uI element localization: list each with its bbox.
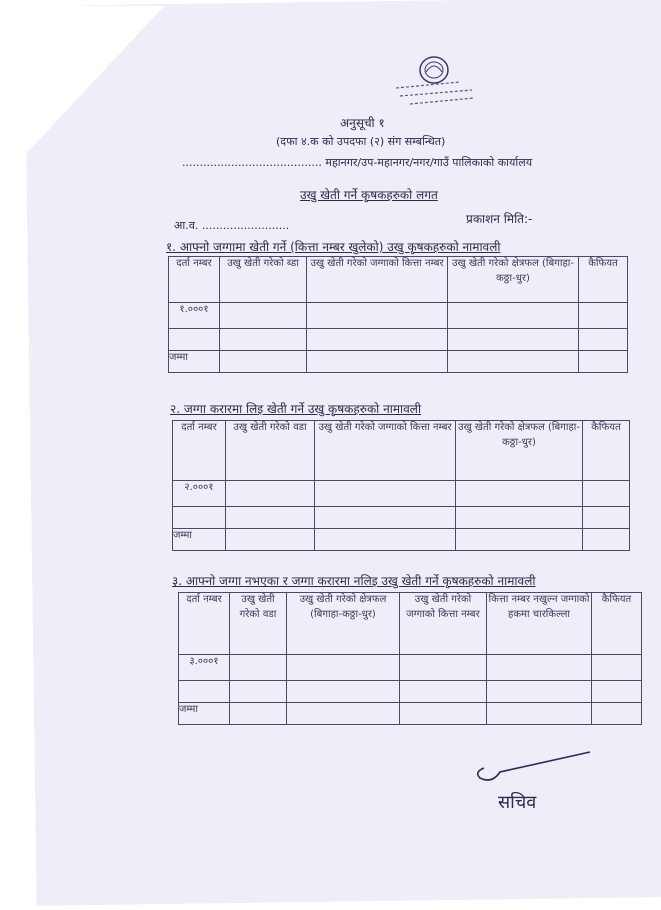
section1-table bbox=[168, 256, 628, 373]
publish-date-field: प्रकाशन मिति:- bbox=[466, 212, 533, 226]
table-row bbox=[173, 481, 630, 507]
header-cell: कैफियत bbox=[583, 421, 630, 481]
office-line: ........................................ महानगर/उप-महानगर/नगर/गाउँ पालिकाको कार्यालय bbox=[182, 156, 533, 169]
header-cell: दर्ता नम्बर bbox=[169, 257, 220, 303]
header-cell: दर्ता नम्बर bbox=[179, 593, 230, 655]
header-cell: उखु खेती गरेको क्षेत्रफल (बिगाहा-कठ्ठा-धुर) bbox=[287, 593, 400, 655]
table-header-row bbox=[173, 421, 630, 481]
header-cell: दर्ता नम्बर bbox=[173, 421, 226, 481]
total-label: जम्मा bbox=[179, 703, 230, 725]
signature-icon bbox=[470, 748, 600, 788]
table-header-row bbox=[169, 257, 628, 303]
section2-title: २. जग्गा करारमा लिइ खेती गर्ने उखु कृषकहरुको नामावली bbox=[170, 402, 422, 416]
total-label: जम्मा bbox=[169, 351, 220, 373]
reference-text: (दफा ४.क को उपदफा (२) संग सम्बन्धित) bbox=[276, 135, 446, 148]
header-cell: उखु खेती गरेको जग्गाको कित्ता नम्बर bbox=[400, 593, 487, 655]
header-cell: उखु खेती गरेको जग्गाको कित्ता नम्बर bbox=[315, 421, 456, 481]
header-cell: उखु खेती गरेको क्षेत्रफल (बिगाहा-कठ्ठा-धुर) bbox=[456, 421, 583, 481]
signatory-label: सचिव bbox=[498, 792, 537, 813]
total-label: जम्मा bbox=[173, 529, 226, 551]
entry-cell: २.०००१ bbox=[173, 481, 226, 507]
header-cell: उखु खेती गरेको क्षेत्रफल (बिगाहा-कठ्ठा-धुर) bbox=[448, 257, 579, 303]
table-row bbox=[173, 507, 630, 529]
total-row bbox=[179, 703, 642, 725]
section1-title: १. आफ्नो जग्गामा खेती गर्ने (कित्ता नम्बर खुलेको) उखु कृषकहरुको नामावली bbox=[166, 240, 501, 254]
table-row bbox=[169, 303, 628, 329]
entry-cell: ३.०००१ bbox=[179, 655, 230, 681]
table-row bbox=[169, 329, 628, 351]
header-cell: कैफियत bbox=[592, 593, 642, 655]
table-row bbox=[179, 681, 642, 703]
header-cell: उखु खेती गरेको वडा bbox=[226, 421, 315, 481]
table-row bbox=[179, 655, 642, 681]
section3-title: ३. आफ्नो जग्गा नभएका र जग्गा करारमा नलिइ उखु खेती गर्ने कृषकहरुको नामावली bbox=[172, 574, 536, 588]
header-cell: उखु खेती गरेको ब्डा bbox=[220, 257, 307, 303]
schedule-label: अनुसूची १ bbox=[340, 116, 385, 130]
header-cell: कैफियत bbox=[579, 257, 628, 303]
total-row bbox=[173, 529, 630, 551]
fiscal-year-field: आ.व. ......................... bbox=[174, 219, 290, 232]
table-header-row bbox=[179, 593, 642, 655]
document-title: उखु खेती गर्ने कृषकहरुको लगत bbox=[300, 188, 438, 202]
header-cell: उखु खेती गरेको जग्गाको कित्ता नम्बर bbox=[307, 257, 448, 303]
total-row bbox=[169, 351, 628, 373]
header-cell: कित्ता नम्बर नखुल्न जग्गाको हकमा चारकिल्ला bbox=[487, 593, 592, 655]
section3-table bbox=[178, 592, 642, 725]
header-cell: उखु खेती गरेको वडा bbox=[230, 593, 287, 655]
government-seal-icon bbox=[390, 52, 482, 112]
entry-cell: १.०००१ bbox=[169, 303, 220, 329]
section2-table bbox=[172, 420, 630, 551]
